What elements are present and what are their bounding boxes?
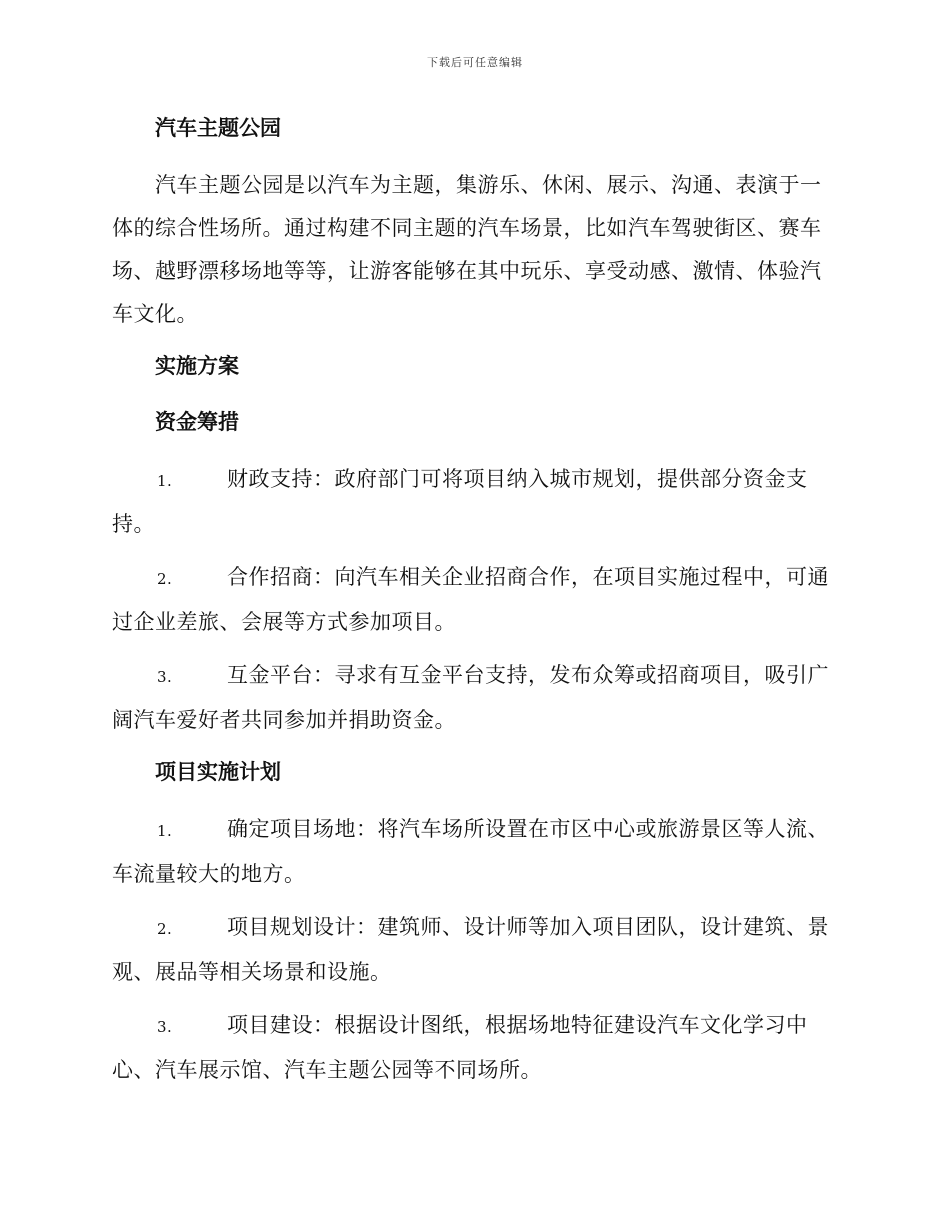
list-number: 3.: [157, 1018, 173, 1036]
funding-item: [112, 556, 838, 644]
section-heading-theme-park: 汽车主题公园: [155, 115, 281, 140]
section-heading-plan: 实施方案: [155, 353, 239, 378]
list-number: 1.: [157, 472, 173, 490]
section-heading-funding: 资金筹措: [155, 409, 239, 434]
list-number: 2.: [157, 920, 173, 938]
list-item-text: 财政支持：政府部门可将项目纳入城市规划，提供部分资金支持。: [112, 467, 808, 536]
funding-item: [112, 458, 838, 546]
list-number: 2.: [157, 570, 173, 588]
theme-park-paragraph: 汽车主题公园是以汽车为主题，集游乐、休闲、展示、沟通、表演于一体的综合性场所。通过构建不同主题的汽车场景，比如汽车驾驶街区、赛车场、越野漂移场地等等，让游客能够在其中玩乐、享受动感、激情、体验汽车文化。: [112, 173, 822, 326]
funding-item: [112, 654, 838, 742]
document-body: [112, 108, 838, 1102]
implementation-item: [112, 808, 838, 896]
list-item-text: 合作招商：向汽车相关企业招商合作，在项目实施过程中，可通过企业差旅、会展等方式参加项目。: [112, 565, 829, 634]
list-item-text: 确定项目场地：将汽车场所设置在市区中心或旅游景区等人流、车流量较大的地方。: [112, 817, 829, 886]
list-number: 3.: [157, 668, 173, 686]
list-item-text: 互金平台：寻求有互金平台支持，发布众筹或招商项目，吸引广阔汽车爱好者共同参加并捐助资金。: [112, 663, 829, 732]
list-item-text: 项目规划设计：建筑师、设计师等加入项目团队，设计建筑、景观、展品等相关场景和设施。: [112, 915, 829, 984]
list-number: 1.: [157, 822, 173, 840]
page-header-note: 下载后可任意编辑: [427, 56, 523, 69]
implementation-item: [112, 906, 838, 994]
implementation-item: [112, 1004, 838, 1092]
list-item-text: 项目建设：根据设计图纸，根据场地特征建设汽车文化学习中心、汽车展示馆、汽车主题公园等不同场所。: [112, 1013, 808, 1082]
section-heading-implementation: 项目实施计划: [155, 759, 281, 784]
